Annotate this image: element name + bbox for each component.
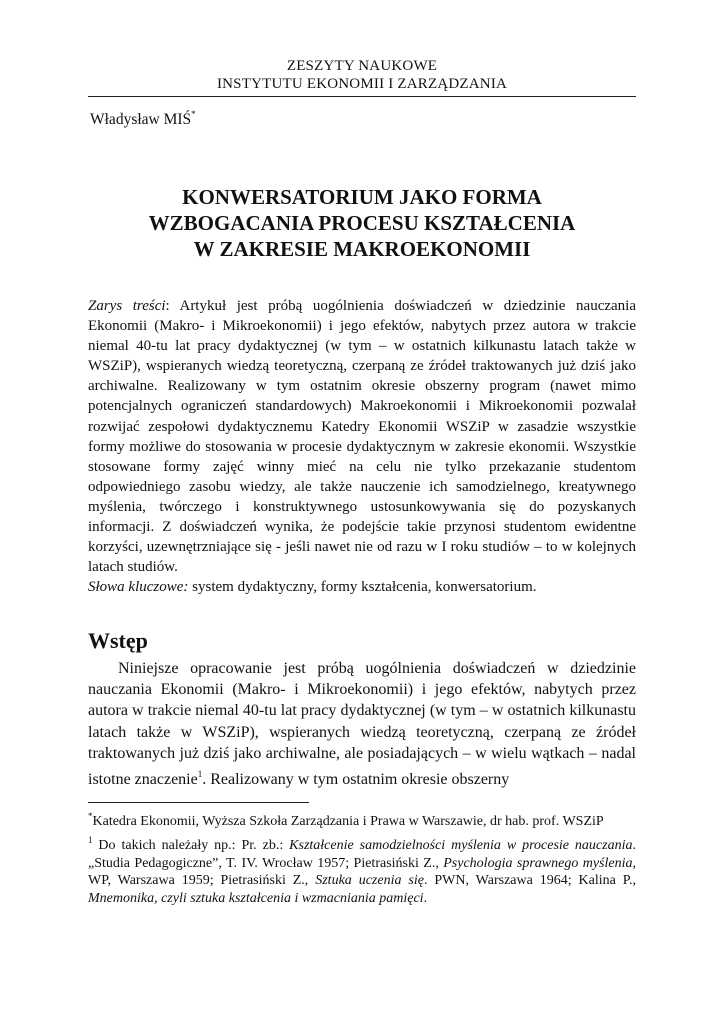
author-name: Władysław MIŚ	[90, 111, 192, 128]
footnote-1-text-i: .	[423, 890, 428, 906]
footnote-1-text-d: Psychologia sprawnego myślenia	[443, 855, 633, 871]
abstract	[88, 296, 636, 597]
footnote-1	[88, 832, 636, 907]
footnote-1-text-g: . PWN, Warszawa 1964; Kalina P.	[423, 873, 633, 889]
author	[90, 109, 196, 129]
footnote-1-text-a: Do takich należały np.: Pr. zb.:	[92, 838, 290, 854]
author-footnote-mark: *	[191, 109, 196, 119]
footnote-1-text-e: , WP, Warszawa 1959; Pietrasiński Z.,	[88, 855, 636, 889]
footnote-1-text-f: Sztuka uczenia się	[315, 873, 424, 889]
abstract-text: : Artykuł jest próbą uogólnienia doświadczeń w dziedzinie nauczania Ekonomii (Makro- i Mikroekonomii) i jego efektów, nabytych przez autora w trakcie niemal 40-tu lat pracy dydaktycznej (w tym – w ostatnich kilkunastu latach także w WSZiP), wspieranych wiedzą teoretyczną, czerpaną ze źródeł traktowanych już dziś jako archiwalne. Realizowany w tym ostatnim okresie obszerny program (nawet mimo potencjalnych ograniczeń standardowych) Makroekonomii i Mikroekonomii pozwalał rozwijać zespołowi dydaktycznemu Katedry Ekonomii WSZiP w zasadzie wszystkie formy możliwe do stosowania w procesie dydaktycznym w zakresie ekonomii. Wszystkie stosowane formy zajęć winny mieć na celu nie tylko przekazanie studentom odpowiedniego zasobu wiedzy, ale także nauczenie ich samodzielnego, kreatywnego myślenia, twórczego i konstruktywnego ustosunkowywania się do pozyskanych informacji. Z doświadczeń wynika, że podejście takie przynosi studentom ewidentne korzyści, uzewnętrzniające się - jeśli nawet nie od razu w I roku studiów – to w kolejnych latach studiów.	[88, 298, 636, 576]
abstract-paragraph	[88, 296, 636, 577]
footnote-ref-1[interactable]: 1	[197, 769, 203, 780]
footnote-star-text: Katedra Ekonomii, Wyższa Szkoła Zarządzania i Prawa w Warszawie, dr hab. prof. WSZiP	[92, 814, 604, 829]
footnote-divider	[88, 802, 309, 803]
footnote-star	[88, 808, 636, 830]
footnote-1-mark: 1	[88, 835, 93, 846]
body-text	[88, 658, 636, 790]
article-title	[88, 184, 636, 262]
journal-title-line2: INSTYTUTU EKONOMII I ZARZĄDZANIA	[216, 76, 508, 92]
footnote-1-text-b: Kształcenie samodzielności myślenia w procesie nauczania	[289, 838, 633, 854]
journal-title-line1: ZESZYTY NAUKOWE	[286, 58, 438, 74]
keywords-label: Słowa kluczowe:	[88, 579, 189, 596]
body-text-part1: Niniejsze opracowanie jest próbą uogólnienia doświadczeń w dziedzinie nauczania Ekonomii (Makro- i Mikroekonomii) i jego efektów, nabytych przez autora w trakcie niemal 40-tu lat pracy dydaktycznej (w tym – w ostatnich kilkunastu latach także w WSZiP), wspieranych wiedzą teoretyczną, czerpaną ze źródeł traktowanych już dziś jako archiwalne, ale posiadających – w wielu wątkach – nadal istotne znaczenie	[88, 660, 636, 789]
footnote-1-text-h: , Mnemonika, czyli sztuka kształcenia i wzmacniania pamięci	[88, 873, 637, 906]
title-line2: WZBOGACANIA PROCESU KSZTAŁCENIA	[148, 211, 576, 235]
footnote-1-text-c: . „Studia Pedagogiczne”, T. IV. Wrocław 1957; Pietrasiński Z.,	[88, 838, 636, 871]
keywords-text: system dydaktyczny, formy kształcenia, konwersatorium.	[188, 579, 537, 596]
title-line1: KONWERSATORIUM JAKO FORMA	[182, 185, 542, 209]
header-divider	[88, 96, 636, 97]
title-line3: W ZAKRESIE MAKROEKONOMII	[193, 237, 531, 261]
body-text-part2: . Realizowany w tym ostatnim okresie obszerny	[202, 771, 510, 789]
footnotes	[88, 808, 636, 909]
body-paragraph	[88, 658, 636, 790]
section-heading: Wstęp	[88, 628, 148, 653]
footnote-star-mark: *	[88, 811, 93, 821]
keywords	[88, 577, 636, 597]
journal-header	[88, 57, 636, 93]
abstract-label: Zarys treści	[88, 298, 166, 314]
